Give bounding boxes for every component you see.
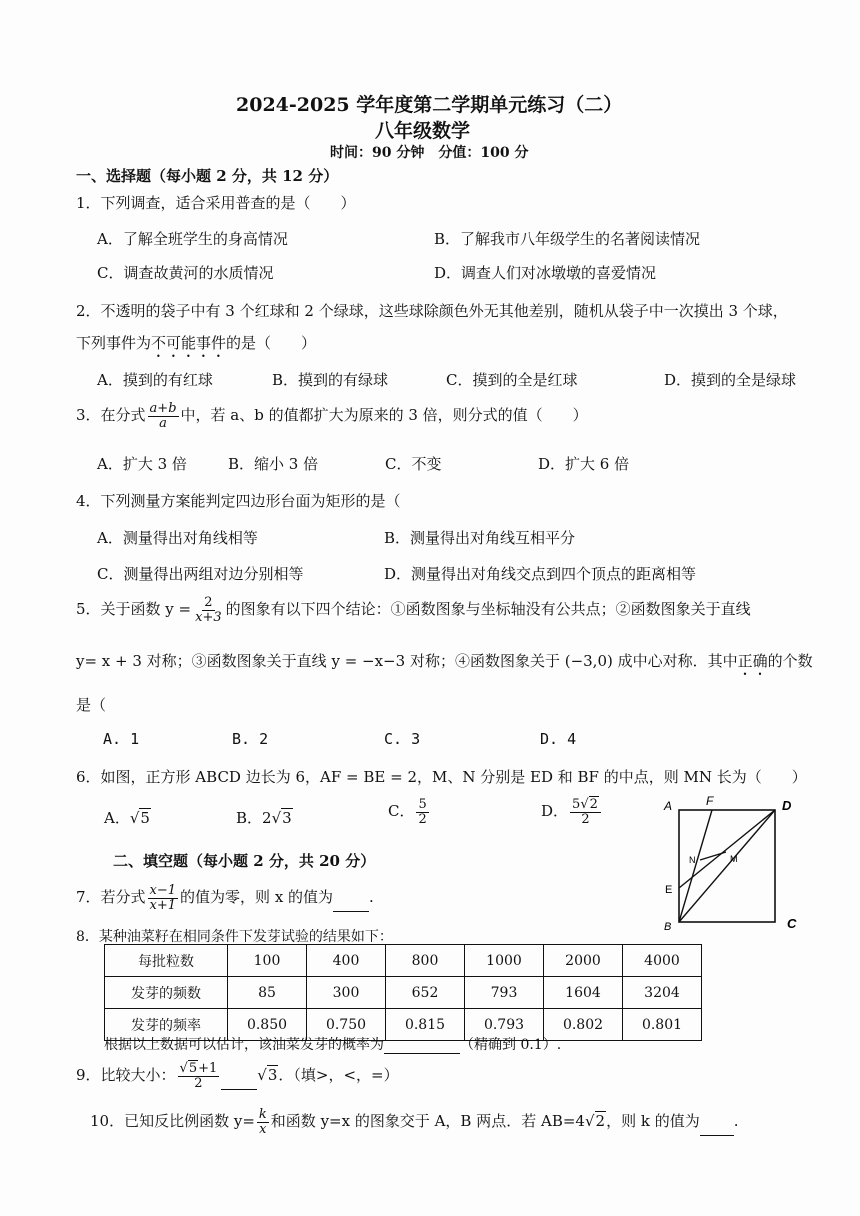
table-cell: 300 [307, 977, 386, 1009]
q2-option-c: C．摸到的全是红球 [446, 371, 578, 389]
figure-label-n: N [689, 855, 696, 865]
q2-emphasis: 不可能事件 [151, 334, 227, 352]
figure-label-a: A [664, 799, 673, 813]
q9-num-rest: +1 [198, 1061, 218, 1076]
q10-radicand: 2 [595, 1112, 606, 1131]
table-cell: 0.815 [386, 1009, 465, 1041]
q1-option-b: B．了解我市八年级学生的名著阅读情况 [434, 230, 701, 248]
question-3-stem [76, 402, 588, 430]
q8-after-post: （精确到 0.1）. [460, 1037, 562, 1053]
q7-fraction [148, 884, 179, 912]
table-cell: 2000 [544, 945, 623, 977]
q5-option-d: D. 4 [540, 730, 577, 748]
question-8-followup [104, 1034, 561, 1054]
q3-frac-den: a [159, 415, 167, 431]
section-1-heading: 一、选择题（每小题 2 分，共 12 分） [76, 167, 339, 185]
table-cell: 1000 [465, 945, 544, 977]
q7-end: . [369, 888, 374, 907]
question-10-stem: 10．已知反比例函数 y= $\frac{k}{x}$ 和函数 y=x 的图象交于 A，B 两点．若 AB=4√2，则 k 的值为 . [90, 1107, 739, 1137]
question-2-stem: 2．不透明的袋子中有 3 个红球和 2 个绿球，这些球除颜色外无其他差别，随机从袋子中一次摸出 3 个球， [76, 302, 788, 320]
figure-label-b: B [664, 921, 672, 932]
figure-label-f: F [706, 794, 714, 808]
q6-option-a: A．√5 [104, 809, 150, 827]
exam-meta: 时间：90 分钟 分值：100 分 [330, 145, 529, 161]
q6-b-label: B． [236, 809, 263, 827]
figure-label-e: E [665, 884, 673, 896]
square-figure [660, 792, 810, 932]
table-row [105, 977, 702, 1009]
q5-post: 的图象有以下四个结论：①函数图象与坐标轴没有公共点；②函数图象关于直线 [225, 600, 751, 619]
q7-pre: 7．若分式 [76, 888, 146, 907]
q4-option-a: A．测量得出对角线相等 [97, 529, 258, 547]
q6-option-d [541, 798, 603, 826]
q1-option-d: D．调查人们对冰墩墩的喜爱情况 [434, 264, 657, 282]
q5-line2-post: 的个数 [767, 652, 813, 670]
table-cell: 400 [307, 945, 386, 977]
q3-option-a: A．扩大 3 倍 [97, 455, 187, 473]
q5-option-c: C. 3 [384, 730, 421, 748]
q3-pre: 3．在分式 [76, 406, 146, 425]
question-9-stem: 9．比较大小： $\frac{√5+1}{2}$ √3．（填>，<，=） [76, 1061, 399, 1091]
figure-label-c: C [787, 916, 797, 931]
q6-c-den: 2 [418, 811, 427, 827]
q4-option-c: C．测量得出两组对边分别相等 [97, 565, 304, 583]
table-row [105, 945, 702, 977]
q4-option-d: D．测量得出对角线交点到四个顶点的距离相等 [384, 565, 697, 583]
q10-post: ，则 k 的值为 [606, 1112, 700, 1131]
question-5-line2 [76, 650, 813, 679]
q6-d-fraction [570, 798, 601, 826]
table-cell: 793 [465, 977, 544, 1009]
q6-d-label: D． [541, 802, 569, 821]
q7-answer-blank[interactable] [333, 897, 369, 912]
table-cell: 0.750 [307, 1009, 386, 1041]
q6-option-c [388, 798, 431, 826]
figure-label-m: M [730, 854, 738, 864]
table-cell: 发芽的频数 [105, 977, 228, 1009]
table-cell: 发芽的频率 [105, 1009, 228, 1041]
q3-option-d: D．扩大 6 倍 [538, 455, 630, 473]
q5-option-a: A. 1 [103, 730, 140, 748]
table-cell: 85 [228, 977, 307, 1009]
q7-frac-den: x+1 [149, 897, 177, 913]
figure-label-d: D [782, 798, 792, 813]
q2-option-a: A．摸到的有红球 [97, 371, 213, 389]
table-cell: 1604 [544, 977, 623, 1009]
table-cell: 4000 [623, 945, 702, 977]
q2-option-b: B．摸到的有绿球 [272, 371, 389, 389]
q9-answer-blank[interactable] [221, 1075, 257, 1090]
q2-option-d: D．摸到的全是绿球 [664, 371, 797, 389]
q9-num-radicand: 5 [188, 1061, 198, 1076]
q5-frac-den: x+3 [195, 609, 222, 625]
q6-c-label: C． [388, 802, 415, 821]
q8-after-pre: 根据以上数据可以估计，该油菜发芽的概率为 [104, 1037, 384, 1053]
q9-frac-num: √5+1 [179, 1061, 218, 1076]
germination-table [104, 944, 702, 1041]
q6-d-radicand: 2 [589, 797, 598, 812]
q3-option-c: C．不变 [385, 455, 442, 473]
q3-post: 中，若 a、b 的值都扩大为原来的 3 倍，则分式的值（ ） [180, 406, 588, 425]
q6-option-b: B．2√3 [236, 809, 292, 827]
q10-fraction [257, 1108, 269, 1136]
q10-answer-blank[interactable] [700, 1121, 734, 1136]
q9-frac-den: 2 [194, 1075, 203, 1091]
q5-emphasis: 正确 [737, 652, 768, 670]
table-cell: 0.850 [228, 1009, 307, 1041]
q4-option-b: B．测量得出对角线互相平分 [384, 529, 576, 547]
question-5-stem [76, 596, 751, 624]
section-2-heading: 二、填空题（每小题 2 分，共 20 分） [113, 852, 376, 870]
table-cell: 100 [228, 945, 307, 977]
question-8-stem: 8．某种油菜籽在相同条件下发芽试验的结果如下： [76, 929, 393, 945]
q3-option-b: B．缩小 3 倍 [228, 455, 319, 473]
q6-d-coef: 5 [572, 797, 581, 812]
q2-line2-post: 的是（ ） [226, 334, 317, 352]
q9-post: ．（填>，<，=） [278, 1066, 399, 1085]
q6-d-den: 2 [581, 811, 590, 827]
table-cell: 0.793 [465, 1009, 544, 1041]
q10-mid: 和函数 y=x 的图象交于 A，B 两点．若 AB=4 [270, 1112, 585, 1131]
table-cell: 每批粒数 [105, 945, 228, 977]
exam-subtitle: 八年级数学 [375, 120, 471, 142]
q10-frac-den: x [259, 1121, 267, 1137]
q8-answer-blank[interactable] [384, 1039, 460, 1054]
q5-frac-num: 2 [204, 595, 213, 610]
question-4-stem: 4．下列测量方案能判定四边形台面为矩形的是（ [76, 492, 401, 510]
exam-title: 2024-2025 学年度第二学期单元练习（二） [236, 94, 623, 116]
q5-fraction [193, 596, 224, 624]
q6-a-radicand: 5 [140, 809, 150, 827]
q1-option-c: C．调查故黄河的水质情况 [97, 264, 274, 282]
q6-d-num: 5√2 [570, 798, 601, 813]
question-2-line2 [76, 332, 316, 361]
q10-frac-num: k [258, 1107, 267, 1122]
table-cell: 3204 [623, 977, 702, 1009]
q6-a-label: A． [104, 809, 130, 827]
q2-line2-pre: 下列事件为 [76, 334, 152, 352]
q3-fraction [148, 402, 179, 430]
q10-pre: 10．已知反比例函数 y= [90, 1112, 255, 1131]
q1-option-a: A．了解全班学生的身高情况 [97, 230, 288, 248]
table-cell: 0.802 [544, 1009, 623, 1041]
table-cell: 800 [386, 945, 465, 977]
question-7-stem [76, 884, 374, 912]
q5-pre: 5．关于函数 y = [76, 600, 192, 619]
table-cell: 0.801 [623, 1009, 702, 1041]
q5-option-b: B. 2 [232, 730, 269, 748]
q7-frac-num: x−1 [149, 883, 177, 898]
q6-b-radicand: 3 [282, 809, 292, 827]
q6-b-coef: 2 [262, 809, 272, 827]
q7-post: 的值为零，则 x 的值为 [180, 888, 334, 907]
q10-end: . [733, 1112, 739, 1131]
question-6-stem: 6．如图，正方形 ABCD 边长为 6，AF = BE = 2，M、N 分别是 ED 和 BF 的中点，则 MN 长为（ ） [76, 768, 807, 786]
q3-frac-num: a+b [149, 401, 177, 416]
q9-pre: 9．比较大小： [76, 1066, 176, 1085]
table-cell: 652 [386, 977, 465, 1009]
q9-radicand: 3 [267, 1066, 278, 1085]
q6-c-fraction [416, 798, 428, 826]
q9-fraction [178, 1062, 220, 1090]
question-1-stem: 1．下列调查，适合采用普查的是（ ） [76, 194, 356, 212]
question-5-line3: 是（ [76, 696, 107, 714]
q6-c-num: 5 [418, 797, 427, 812]
q5-line2-pre: y= x + 3 对称；③函数图象关于直线 y = −x−3 对称；④函数图象关于 (−3,0) 成中心对称．其中 [76, 652, 738, 670]
